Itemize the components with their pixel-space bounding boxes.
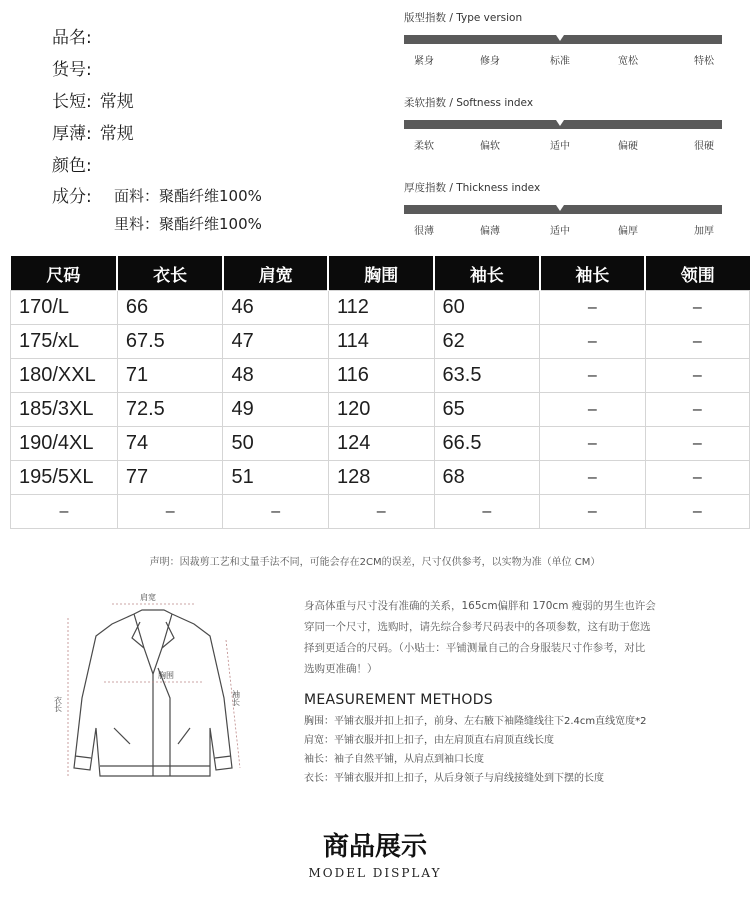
table-row: [11, 495, 750, 529]
table-cell: 66.5: [434, 427, 540, 461]
thickness-label: 厚薄:: [52, 124, 92, 144]
table-cell: –: [540, 393, 645, 427]
index-tick-label: 适中: [550, 226, 570, 237]
index-scale: [404, 10, 722, 66]
table-cell: 180/XXL: [11, 359, 118, 393]
column-header: 领围: [645, 256, 749, 291]
table-cell: –: [540, 359, 645, 393]
index-tick-label: 紧身: [414, 56, 434, 67]
column-header: 衣长: [117, 256, 223, 291]
index-ticks: [404, 222, 722, 236]
index-tick-label: 修身: [480, 56, 500, 67]
column-header: 肩宽: [223, 256, 329, 291]
table-row: [11, 359, 750, 393]
intro-line: 身高体重与尺寸没有准确的关系，165cm偏胖和 170cm 瘦弱的男生也许会: [304, 600, 656, 612]
index-bar: [404, 35, 722, 44]
sleeve-length-label: 袖长: [231, 690, 241, 706]
index-marker-icon: [556, 35, 564, 41]
table-cell: –: [645, 359, 749, 393]
product-name-row: [52, 22, 134, 54]
table-cell: –: [645, 291, 749, 325]
table-cell: 68: [434, 461, 540, 495]
length-label: 长短:: [52, 92, 92, 112]
table-cell: –: [11, 495, 118, 529]
table-cell: –: [328, 495, 434, 529]
index-tick-label: 很薄: [414, 226, 434, 237]
lining-fabric: 里料：聚酯纤维100%: [114, 215, 262, 233]
size-declaration: 声明：因裁剪工艺和丈量手法不同，可能会存在2CM的误差，尺寸仅供参考，以实物为准（单位 CM）: [149, 557, 601, 568]
table-cell: –: [645, 393, 749, 427]
table-cell: –: [540, 291, 645, 325]
table-row: [11, 393, 750, 427]
model-display-subtitle: MODEL DISPLAY: [308, 866, 442, 880]
size-table-body: [11, 291, 750, 529]
table-cell: –: [223, 495, 329, 529]
thickness-value: 常规: [99, 124, 134, 144]
table-cell: –: [540, 325, 645, 359]
measurement-guide: [304, 596, 714, 788]
table-cell: 71: [117, 359, 223, 393]
index-tick-label: 偏软: [480, 141, 500, 152]
index-marker-icon: [556, 120, 564, 126]
table-cell: –: [540, 461, 645, 495]
index-title: 厚度指数 / Thickness index: [404, 182, 541, 194]
table-cell: –: [645, 495, 749, 529]
table-cell: 50: [223, 427, 329, 461]
table-cell: –: [645, 427, 749, 461]
item-number-row: [52, 54, 134, 86]
color-label: 颜色:: [52, 156, 92, 176]
table-cell: –: [540, 427, 645, 461]
table-cell: 60: [434, 291, 540, 325]
index-tick-label: 加厚: [694, 226, 714, 237]
length-row: [52, 86, 134, 118]
table-cell: 77: [117, 461, 223, 495]
table-cell: –: [434, 495, 540, 529]
index-ticks: [404, 52, 722, 66]
table-cell: 72.5: [117, 393, 223, 427]
index-tick-label: 宽松: [618, 56, 638, 67]
column-header: 胸围: [328, 256, 434, 291]
table-cell: 195/5XL: [11, 461, 118, 495]
table-cell: 185/3XL: [11, 393, 118, 427]
index-title: 版型指数 / Type version: [404, 12, 523, 24]
table-cell: 124: [328, 427, 434, 461]
table-cell: –: [540, 495, 645, 529]
table-cell: 170/L: [11, 291, 118, 325]
item-number-label: 货号:: [52, 60, 92, 80]
column-header: 尺码: [11, 256, 118, 291]
table-cell: 120: [328, 393, 434, 427]
table-cell: 49: [223, 393, 329, 427]
index-tick-label: 偏厚: [618, 226, 638, 237]
index-tick-label: 偏薄: [480, 226, 500, 237]
table-cell: –: [645, 325, 749, 359]
index-ticks: [404, 137, 722, 151]
table-cell: 47: [223, 325, 329, 359]
table-cell: 74: [117, 427, 223, 461]
table-cell: 48: [223, 359, 329, 393]
table-cell: 190/4XL: [11, 427, 118, 461]
table-cell: 62: [434, 325, 540, 359]
index-marker-icon: [556, 205, 564, 211]
table-cell: 46: [223, 291, 329, 325]
thickness-row: [52, 118, 134, 150]
method-line: 胸围：平铺衣服并扣上扣子，前身、左右腋下袖隆缝线往下2.4cm直线宽度*2: [304, 716, 647, 727]
shoulder-width-label: 肩宽: [140, 593, 156, 602]
column-header: 袖长: [434, 256, 540, 291]
table-row: [11, 325, 750, 359]
method-line: 袖长：袖子自然平铺，从肩点到袖口长度: [304, 754, 484, 765]
table-cell: 112: [328, 291, 434, 325]
table-cell: 67.5: [117, 325, 223, 359]
index-tick-label: 适中: [550, 141, 570, 152]
color-row: [52, 150, 134, 182]
index-bar: [404, 205, 722, 214]
index-scale: [404, 180, 722, 236]
size-table: [10, 256, 750, 529]
table-row: [11, 427, 750, 461]
table-cell: 114: [328, 325, 434, 359]
shell-fabric: 面料：聚酯纤维100%: [114, 187, 262, 205]
table-cell: –: [645, 461, 749, 495]
table-cell: 51: [223, 461, 329, 495]
table-cell: 116: [328, 359, 434, 393]
index-scale: [404, 95, 722, 151]
chest-label: 胸围: [158, 671, 174, 680]
table-cell: 66: [117, 291, 223, 325]
table-cell: 65: [434, 393, 540, 427]
intro-line: 穿同一个尺寸，选购时，请先综合参考尺码表中的各项参数，这有助于您选: [304, 621, 651, 633]
intro-line: 选购更准确！）: [304, 663, 378, 675]
jacket-measurement-diagram: [53, 578, 260, 798]
intro-line: 择到更适合的尺码。（小贴士：平铺测量自己的合身服装尺寸作参考，对比: [304, 642, 646, 654]
product-info: [52, 22, 134, 182]
product-name-label: 品名:: [52, 28, 92, 48]
column-header: 袖长: [540, 256, 645, 291]
table-cell: 63.5: [434, 359, 540, 393]
index-tick-label: 很硬: [694, 141, 714, 152]
table-cell: –: [117, 495, 223, 529]
table-row: [11, 461, 750, 495]
measurement-methods: [304, 712, 714, 788]
model-display-title: 商品展示: [322, 832, 427, 862]
index-title: 柔软指数 / Softness index: [404, 97, 534, 109]
method-line: 衣长：平铺衣服并扣上扣子，从后身领子与肩线接缝处到下摆的长度: [304, 773, 604, 784]
table-cell: 175/xL: [11, 325, 118, 359]
index-tick-label: 偏硬: [618, 141, 638, 152]
method-line: 肩宽：平铺衣服并扣上扣子，由左肩顶直右肩顶直线长度: [304, 735, 554, 746]
length-value: 常规: [99, 92, 134, 112]
index-tick-label: 标准: [550, 56, 570, 67]
index-tick-label: 特松: [694, 56, 714, 67]
index-bar: [404, 120, 722, 129]
size-table-header: [11, 256, 750, 291]
body-length-label: 衣长: [53, 696, 63, 712]
composition-label: 成分:: [52, 187, 92, 207]
measurement-intro: [304, 596, 714, 680]
index-tick-label: 柔软: [414, 141, 434, 152]
measurement-title: MEASUREMENT METHODS: [304, 692, 493, 708]
table-cell: 128: [328, 461, 434, 495]
table-row: [11, 291, 750, 325]
